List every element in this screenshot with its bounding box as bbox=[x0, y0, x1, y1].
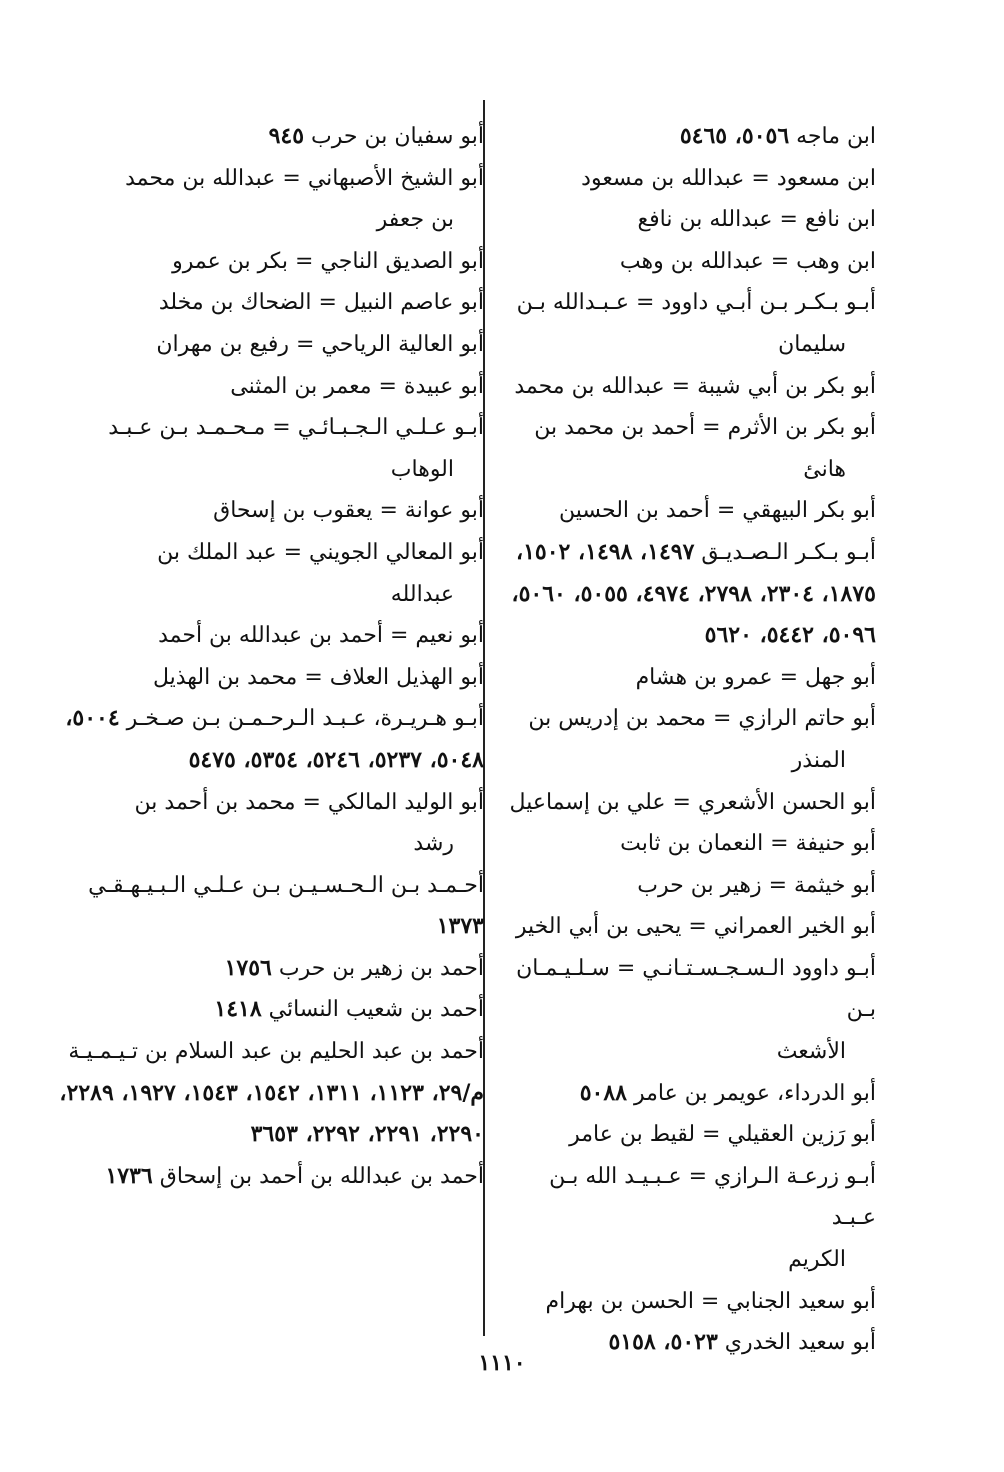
entry-name: أبو المعالي الجويني = عبد الملك بن bbox=[157, 539, 484, 565]
entry-name: أبو الوليد المالكي = محمد بن أحمد بن bbox=[134, 789, 484, 815]
index-entry bbox=[44, 948, 484, 990]
entry-continuation: الأشعث bbox=[776, 1039, 846, 1065]
entry-name: أبو الدرداء، عويمر بن عامر bbox=[626, 1080, 876, 1106]
index-entry bbox=[44, 698, 484, 781]
index-entry bbox=[500, 1073, 876, 1115]
entry-name: أبو سعيد الخدري bbox=[717, 1330, 876, 1356]
entry-continuation: رشد bbox=[413, 831, 454, 857]
index-entry bbox=[44, 782, 484, 865]
index-entry bbox=[500, 698, 876, 781]
index-entry bbox=[500, 906, 876, 948]
entry-name: أحمد بن عبد الحليم بن عبد السلام بن تـيـمـيـة bbox=[68, 1039, 484, 1065]
entry-name: أبو جهل = عمرو بن هشام bbox=[635, 664, 876, 690]
entry-name: ابن وهب = عبدالله بن وهب bbox=[619, 248, 876, 274]
entry-name: أبـو بـكـر بـن أبـي داوود = عـبـدالله بـن bbox=[516, 290, 876, 316]
entry-name: ابن نافع = عبدالله بن نافع bbox=[637, 207, 876, 233]
entry-references: ١٧٥٦ bbox=[224, 954, 272, 981]
index-entry bbox=[44, 282, 484, 324]
entry-continuation: الوهاب bbox=[390, 456, 454, 482]
index-entry bbox=[44, 158, 484, 241]
entry-name: أبو الحسن الأشعري = علي بن إسماعيل bbox=[509, 789, 876, 815]
index-entry bbox=[500, 199, 876, 241]
entry-name: أبو سفيان بن حرب bbox=[304, 124, 484, 149]
entry-name: أحمد بن شعيب النسائي bbox=[261, 997, 484, 1023]
index-entry bbox=[44, 615, 484, 657]
entry-name: أبو سعيد الجنابي = الحسن بن بهرام bbox=[545, 1288, 876, 1314]
entry-name: أبو عبيدة = معمر بن المثنى bbox=[230, 373, 484, 399]
index-entry bbox=[500, 532, 876, 657]
entry-name: أبو بكر بن أبي شيبة = عبدالله بن محمد bbox=[514, 373, 876, 399]
entry-references: ٩٤٥ bbox=[268, 123, 305, 149]
index-entry bbox=[44, 366, 484, 408]
entry-continuation: سليمان bbox=[778, 331, 846, 357]
index-entry bbox=[44, 532, 484, 615]
entry-references: ٥٠٨٨ bbox=[579, 1079, 627, 1106]
entry-name: أبو الصديق الناجي = بكر بن عمرو bbox=[172, 248, 484, 274]
index-entry bbox=[500, 1114, 876, 1156]
entry-continuation: هانئ bbox=[803, 456, 846, 482]
index-entry bbox=[44, 407, 484, 490]
entry-name: أبو حنيفة = النعمان بن ثابت bbox=[620, 831, 876, 857]
entry-references: ٥٠٥٦، ٥٤٦٥ bbox=[679, 123, 790, 149]
entry-name: أبـو هـريـرة، عـبـد الـرحـمـن بـن صـخـر bbox=[119, 706, 484, 732]
index-entry bbox=[500, 1156, 876, 1281]
entry-continuation: بن جعفر bbox=[376, 207, 454, 233]
entry-name: أبـو عـلـي الـجـبـائـي = مـحـمـد بـن عـبـد bbox=[108, 415, 484, 441]
index-entry bbox=[500, 116, 876, 158]
entry-name: أحـمـد بـن الـحـسـيـن بـن عـلـي الـبـيـهـقـي bbox=[88, 872, 484, 898]
entry-continuation: الكريم bbox=[788, 1247, 846, 1273]
entry-name: أبو نعيم = أحمد بن عبدالله بن أحمد bbox=[158, 623, 484, 649]
index-entry bbox=[44, 1031, 484, 1156]
index-entry bbox=[500, 490, 876, 532]
entry-name: أبو عاصم النبيل = الضحاك بن مخلد bbox=[158, 290, 484, 316]
index-entry bbox=[500, 948, 876, 1073]
index-entry bbox=[500, 782, 876, 824]
index-entry bbox=[500, 282, 876, 365]
entry-references: ١٧٣٦ bbox=[105, 1162, 153, 1189]
entry-name: أبـو بـكـر الـصـديـق bbox=[694, 539, 876, 565]
index-entry bbox=[44, 324, 484, 366]
index-entry bbox=[500, 366, 876, 408]
entry-references: ٥٠٠٤، ٥٠٤٨، ٥٢٣٧، ٥٢٤٦، ٥٣٥٤، ٥٤٧٥ bbox=[65, 705, 484, 773]
index-column-right bbox=[500, 116, 876, 1364]
entry-continuation: المنذر bbox=[791, 747, 846, 773]
entry-name: أبو حاتم الرازي = محمد بن إدريس بن bbox=[528, 706, 876, 732]
entry-name: أبو العالية الرياحي = رفيع بن مهران bbox=[156, 331, 484, 357]
entry-name: أبـو زرعـة الـرازي = عـبـيـد الله بـن عـبـد bbox=[549, 1163, 876, 1231]
entry-name: أبو الخير العمراني = يحيى بن أبي الخير bbox=[515, 914, 876, 940]
entry-name: أحمد بن زهير بن حرب bbox=[271, 955, 484, 981]
index-entry bbox=[44, 657, 484, 699]
entry-name: أبو الهذيل العلاف = محمد بن الهذيل bbox=[152, 664, 484, 690]
index-entry bbox=[44, 241, 484, 283]
entry-name: ابن مسعود = عبدالله بن مسعود bbox=[581, 165, 876, 191]
index-column-left bbox=[44, 116, 484, 1197]
entry-name: أبو خيثمة = زهير بن حرب bbox=[637, 872, 876, 898]
entry-references: ٥٠٢٣، ٥١٥٨ bbox=[608, 1329, 718, 1356]
index-entry bbox=[44, 865, 484, 948]
entry-name: أبـو داوود الـسـجـسـتـانـي = سـلـيـمـان بـن bbox=[516, 955, 876, 1023]
index-entry bbox=[500, 158, 876, 200]
index-entry bbox=[500, 865, 876, 907]
index-entry bbox=[44, 1156, 484, 1198]
entry-continuation: عبدالله bbox=[390, 581, 454, 607]
index-entry bbox=[500, 241, 876, 283]
index-entry bbox=[44, 490, 484, 532]
entry-name: أبو عوانة = يعقوب بن إسحاق bbox=[213, 498, 484, 524]
entry-name: أبو بكر بن الأثرم = أحمد بن محمد بن bbox=[534, 415, 876, 441]
entry-name: أبو الشيخ الأصبهاني = عبدالله بن محمد bbox=[125, 165, 484, 191]
index-entry bbox=[500, 1281, 876, 1323]
index-entry bbox=[500, 657, 876, 699]
entry-name: ابن ماجه bbox=[789, 124, 876, 149]
entry-name: أبو رَزين العقيلي = لقيط بن عامر bbox=[569, 1122, 876, 1148]
entry-references: م/٢٩، ١١٢٣، ١٣١١، ١٥٤٢، ١٥٤٣، ١٩٢٧، ٢٢٨٩، ٢٢٩٠، ٢٢٩١، ٢٢٩٢، ٣٦٥٣ bbox=[59, 1079, 484, 1148]
entry-references: ١٤١٨ bbox=[214, 996, 262, 1023]
entry-references: ١٣٧٣ bbox=[436, 913, 484, 940]
index-entry bbox=[44, 116, 484, 158]
entry-name: أبو بكر البيهقي = أحمد بن الحسين bbox=[559, 498, 876, 524]
entry-name: أحمد بن عبدالله بن أحمد بن إسحاق bbox=[152, 1163, 484, 1189]
index-entry bbox=[500, 823, 876, 865]
index-entry bbox=[44, 989, 484, 1031]
index-entry bbox=[500, 407, 876, 490]
entry-references: ١٤٩٧، ١٤٩٨، ١٥٠٢، ١٨٧٥، ٢٣٠٤، ٢٧٩٨، ٤٩٧٤، ٥٠٥٥، ٥٠٦٠، ٥٠٩٦، ٥٤٤٢، ٥٦٢٠ bbox=[511, 538, 876, 649]
page-number: ١١١٠ bbox=[478, 1350, 526, 1376]
